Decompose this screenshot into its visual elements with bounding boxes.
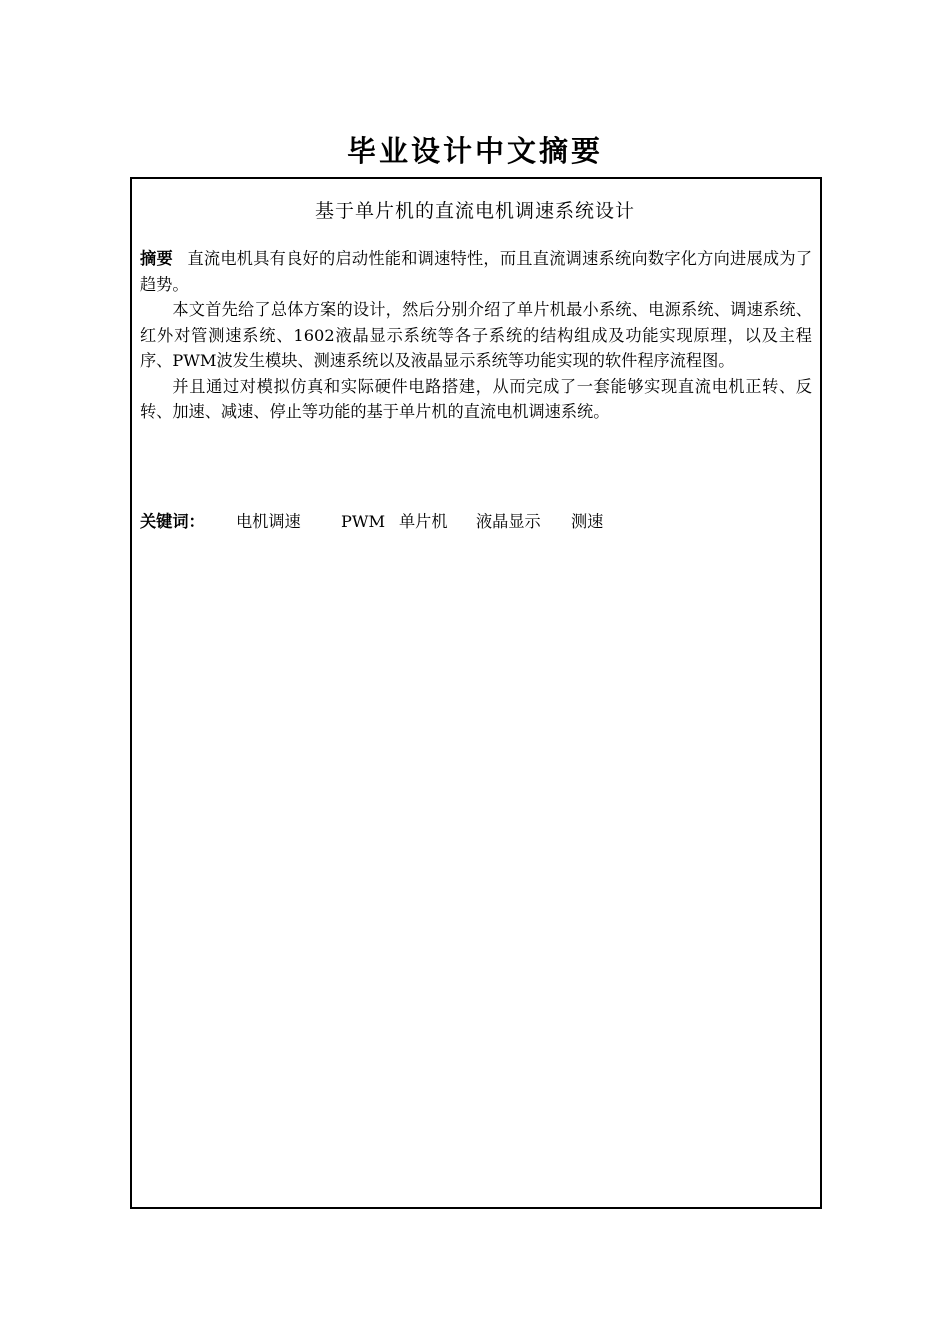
- abstract-body: [140, 246, 812, 425]
- keyword-item: 单片机: [399, 512, 448, 531]
- keyword-item: 测速: [571, 512, 604, 531]
- keyword-item: PWM: [341, 512, 386, 531]
- abstract-paragraph-3: 并且通过对模拟仿真和实际硬件电路搭建，从而完成了一套能够实现直流电机正转、反转、加速、减速、停止等功能的基于单片机的直流电机调速系统。: [140, 376, 812, 421]
- keyword-item: 电机调速: [236, 512, 301, 531]
- abstract-paragraph-2: 本文首先给了总体方案的设计，然后分别介绍了单片机最小系统、电源系统、调速系统、红外对管测速系统、1602液晶显示系统等各子系统的结构组成及功能实现原理，以及主程序、PWM波发生模块、测速系统以及液晶显示系统等功能实现的软件程序流程图。: [140, 300, 812, 370]
- frame-corner-mark: [146, 177, 194, 178]
- abstract-paragraph-1: [140, 246, 812, 297]
- keywords-label: 关键词：: [140, 512, 205, 531]
- page-heading: 毕业设计中文摘要: [346, 134, 603, 168]
- abstract-paragraph-1-text: 直流电机具有良好的启动性能和调速特性，而且直流调速系统向数字化方向进展成为了趋势。: [140, 249, 813, 294]
- thesis-title: 基于单片机的直流电机调速系统设计: [314, 200, 635, 222]
- keyword-item: 液晶显示: [476, 512, 541, 531]
- abstract-label: 摘要: [140, 249, 173, 268]
- keywords-line: [140, 509, 812, 535]
